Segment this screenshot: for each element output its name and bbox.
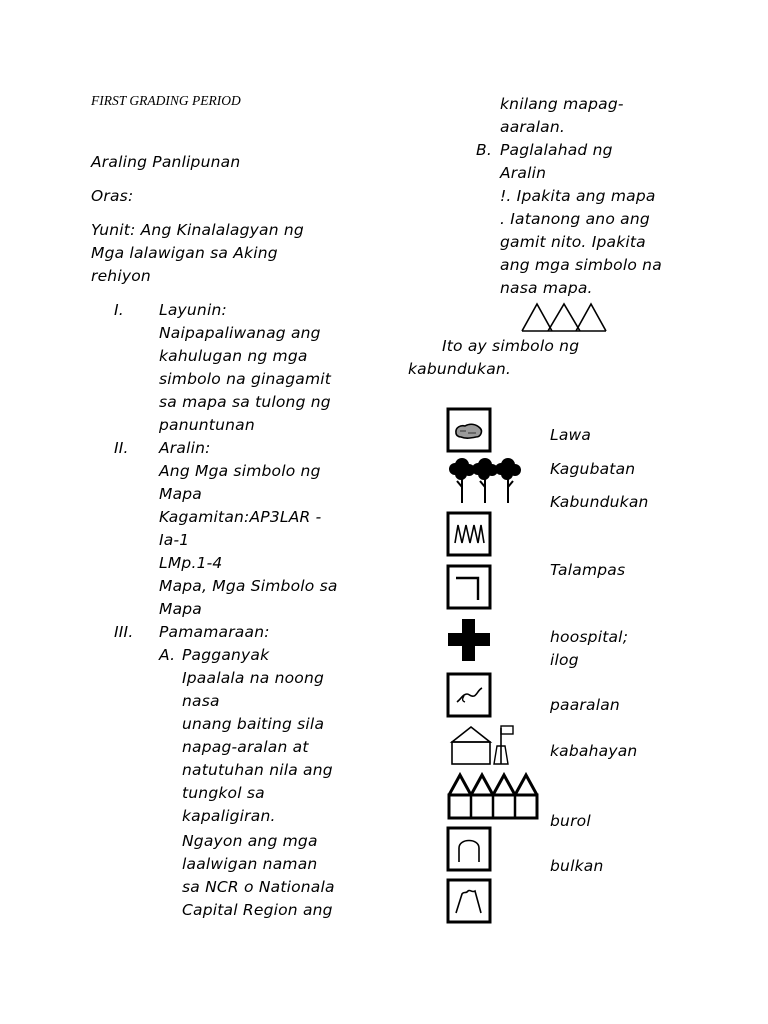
step-line: napag-aralan at bbox=[182, 738, 309, 756]
step-letter: B. bbox=[476, 141, 492, 159]
section-line: Aralin: bbox=[159, 439, 211, 457]
yunit-line: rehiyon bbox=[91, 267, 151, 285]
yunit-line: Mga lalawigan sa Aking bbox=[91, 244, 278, 262]
step-title: Paglalahad ng bbox=[500, 141, 613, 159]
step-line: unang baiting sila bbox=[182, 715, 325, 733]
legend-label-hospital: hoospital; bbox=[550, 628, 629, 646]
mountain-caption: Ito ay simbolo ng bbox=[442, 337, 580, 355]
section-line: Mapa bbox=[159, 600, 203, 618]
section-numeral: II. bbox=[114, 439, 129, 457]
section-line: Kagamitan:AP3LAR - bbox=[159, 508, 322, 526]
step-line: nasa mapa. bbox=[500, 279, 593, 297]
river-icon bbox=[446, 672, 492, 718]
step-line: Ipaalala na noong bbox=[182, 669, 325, 687]
legend-label-kagubatan: Kagubatan bbox=[550, 460, 636, 478]
subject-title: Araling Panlipunan bbox=[91, 153, 241, 171]
section-line: panuntunan bbox=[159, 416, 255, 434]
section-line: Naipapaliwanag ang bbox=[159, 324, 321, 342]
step-line: nasa bbox=[182, 692, 220, 710]
section-line: Pamamaraan: bbox=[159, 623, 270, 641]
section-line: LMp.1-4 bbox=[159, 554, 223, 572]
step-line: !. Ipakita ang mapa bbox=[500, 187, 656, 205]
legend-label-burol: burol bbox=[550, 812, 591, 830]
mountain-range-icon bbox=[446, 511, 492, 557]
legend-label-kabundukan: Kabundukan bbox=[550, 493, 649, 511]
step-line: natutuhan nila ang bbox=[182, 761, 333, 779]
oras-label: Oras: bbox=[91, 187, 134, 205]
mountain-symbol-icon bbox=[520, 301, 608, 333]
section-line: simbolo na ginagamit bbox=[159, 370, 332, 388]
houses-icon bbox=[446, 771, 542, 821]
section-numeral: I. bbox=[114, 301, 124, 319]
legend-label-bulkan: bulkan bbox=[550, 857, 604, 875]
mountain-caption: kabundukan. bbox=[408, 360, 512, 378]
section-line: Mapa, Mga Simbolo sa bbox=[159, 577, 338, 595]
step-title: Pagganyak bbox=[182, 646, 270, 664]
step-line: ang mga simbolo na bbox=[500, 256, 662, 274]
section-line: Ia-1 bbox=[159, 531, 190, 549]
step-line: sa NCR o Nationala bbox=[182, 878, 335, 896]
plateau-icon bbox=[446, 564, 492, 610]
page-heading: FIRST GRADING PERIOD bbox=[91, 93, 241, 108]
hill-icon bbox=[446, 826, 492, 872]
step-line: gamit nito. Ipakita bbox=[500, 233, 646, 251]
step-title: Aralin bbox=[500, 164, 547, 182]
step-line: Capital Region ang bbox=[182, 901, 333, 919]
legend-label-ilog: ilog bbox=[550, 651, 579, 669]
section-line: sa mapa sa tulong ng bbox=[159, 393, 331, 411]
step-line: tungkol sa bbox=[182, 784, 265, 802]
volcano-icon bbox=[446, 877, 492, 925]
step-letter: A. bbox=[159, 646, 176, 664]
step-line: laalwigan naman bbox=[182, 855, 318, 873]
continued-line: knilang mapag- bbox=[500, 95, 624, 113]
section-line: kahulugan ng mga bbox=[159, 347, 308, 365]
legend-label-talampas: Talampas bbox=[550, 561, 626, 579]
school-icon bbox=[446, 720, 520, 768]
section-line: Ang Mga simbolo ng bbox=[159, 462, 321, 480]
hospital-cross-icon bbox=[446, 617, 492, 663]
lake-icon bbox=[446, 407, 492, 453]
step-line: . Iatanong ano ang bbox=[500, 210, 650, 228]
legend-label-lawa: Lawa bbox=[550, 426, 592, 444]
section-line: Layunin: bbox=[159, 301, 227, 319]
yunit-line: Yunit: Ang Kinalalagyan ng bbox=[91, 221, 304, 239]
step-line: kapaligiran. bbox=[182, 807, 276, 825]
section-numeral: III. bbox=[114, 623, 134, 641]
legend-label-paaralan: paaralan bbox=[550, 696, 620, 714]
continued-line: aaralan. bbox=[500, 118, 566, 136]
step-line: Ngayon ang mga bbox=[182, 832, 318, 850]
section-line: Mapa bbox=[159, 485, 203, 503]
forest-icon bbox=[447, 457, 523, 505]
legend-label-kabahayan: kabahayan bbox=[550, 742, 638, 760]
